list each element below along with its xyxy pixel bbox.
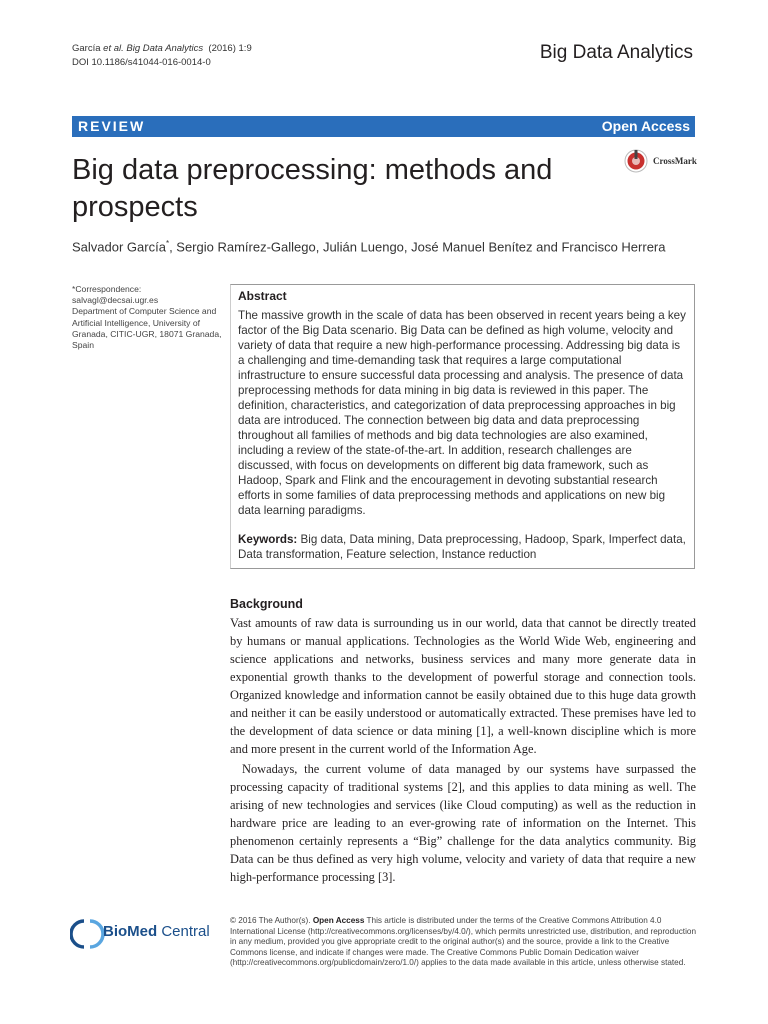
article-type-label: REVIEW: [78, 118, 146, 134]
crossmark-label[interactable]: CrossMark: [653, 156, 697, 166]
correspondence-mark: *: [165, 239, 170, 248]
publisher-central: Central: [157, 923, 210, 940]
keywords-list: Big data, Data mining, Data preprocessing, Hadoop, Spark, Imperfect data, Data transformation, Feature selection, Instance reduction: [238, 533, 686, 561]
affiliation: Department of Computer Science and Artificial Intelligence, University of Granada, CITIC-UGR, 18071 Granada, Spain: [72, 306, 222, 351]
citation-year: (2016) 1:9: [208, 43, 252, 54]
article-title: Big data preprocessing: methods and prospects: [72, 154, 553, 223]
author-first[interactable]: Salvador García: [72, 239, 166, 255]
keywords: [238, 532, 688, 562]
citation-line: [72, 42, 252, 56]
section-heading-background: Background: [230, 597, 303, 611]
open-access-label: Open Access: [601, 118, 690, 134]
license-copyright: © 2016 The Author(s).: [230, 916, 313, 925]
license-text: [230, 916, 696, 969]
citation-block: [72, 42, 252, 70]
journal-name: Big Data Analytics: [539, 42, 693, 63]
author-list: [72, 235, 692, 256]
license-open-access: Open Access: [312, 916, 365, 925]
body-paragraph-2: Nowadays, the current volume of data managed by our systems have surpassed the processing capacity of traditional systems [2], and this applies to data mining as well. The arising of new technologies and services (like Cloud computing) as well as the reduction in hardware price are leading to an ever-growing rate of information on the Internet. This phenomenon certainly represents a “Big” challenge for the data analytics community. Big Data can be thus defined as very high volume, velocity and variety of data that require a new high-performance processing [3].: [230, 762, 696, 884]
keywords-label: Keywords:: [238, 533, 298, 546]
author-rest: , Sergio Ramírez-Gallego, Julián Luengo, José Manuel Benítez and Francisco Herrera: [169, 239, 666, 255]
publisher-bio: BioMed: [103, 923, 158, 940]
abstract-text: The massive growth in the scale of data has been observed in recent years being a key factor of the Big Data scenario. Big Data can be defined as high volume, velocity and variety of data that require a new high-performance processing. Addressing big data is a challenging and time-demanding task that requires a large computational infrastructure to ensure successful data processing and analysis. The presence of data preprocessing methods for data mining in big data is reviewed in this paper. The definition, characteristics, and categorization of data preprocessing approaches in big data are introduced. The connection between big data and data preprocessing throughout all families of methods and big data technologies are also examined, including a review of the state-of-the-art. In addition, research challenges are discussed, with focus on developments on different big data framework, such as Hadoop, Spark and Flink and the encouragement in devoting substantial research efforts in some families of data preprocessing methods and applications on new big data learning paradigms.: [238, 309, 686, 517]
body-paragraph-1: Vast amounts of raw data is surrounding us in our world, data that cannot be directly treated by humans or manual applications. Technologies as the World Wide Web, engineering and science applications and networks, business services and many more generate data in exponential growth thanks to the development of powerful storage and connection tools. Organized knowledge and information cannot be easily obtained due to this huge data growth and neither it can be easily understood or automatically extracted. These premises have led to the development of data science or data mining [1], a well-known discipline which is more and more present in the current world of the Information Age.: [230, 616, 696, 756]
license-body: This article is distributed under the terms of the Creative Commons Attribution 4.0 International License (http://creativecommons.org/licenses/by/4.0/), which permits unrestricted use, distribution, and reproduction in any medium, provided you give appropriate credit to the original author(s) and the source, provide a link to the Creative Commons license, and indicate if changes were made. The Creative Commons Public Domain Dedication waiver (http://creativecommons.org/publicdomain/zero/1.0/) applies to the data made available in this article, unless otherwise stated.: [230, 916, 697, 968]
citation-author: García: [72, 43, 101, 54]
publisher-name[interactable]: [103, 923, 210, 940]
correspondence-info: [72, 284, 222, 351]
abstract-heading: Abstract: [238, 289, 287, 303]
correspondence-email[interactable]: salvagl@decsai.ugr.es: [72, 295, 159, 306]
correspondence-label: *Correspondence:: [72, 284, 142, 294]
citation-journal: et al. Big Data Analytics: [103, 43, 204, 54]
doi[interactable]: DOI 10.1186/s41044-016-0014-0: [72, 57, 211, 68]
